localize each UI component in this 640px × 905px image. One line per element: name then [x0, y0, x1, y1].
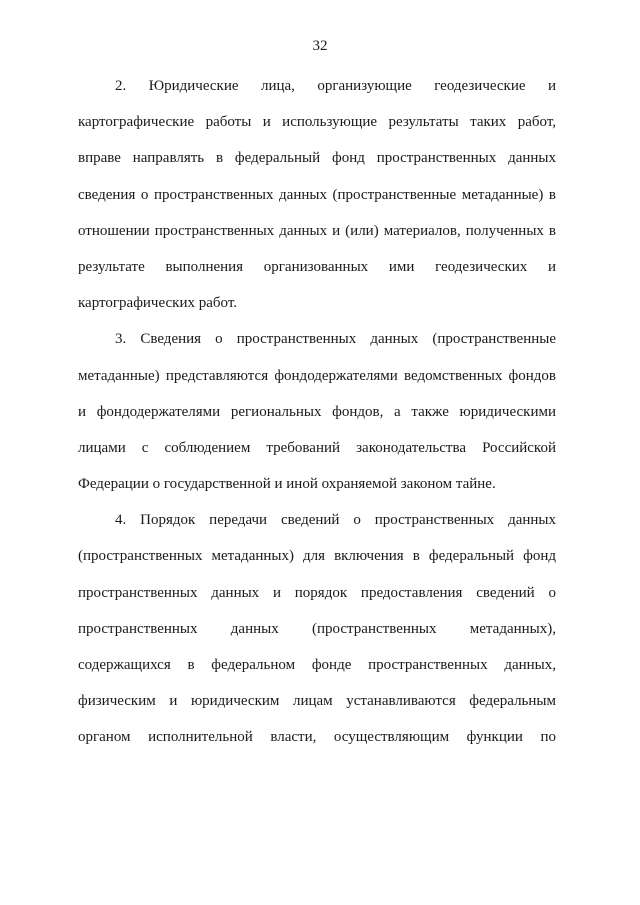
text-line: Федерации о государственной и иной охраняемой законом тайне.	[78, 476, 496, 493]
text-line: пространственных данных (пространственных метаданных),	[78, 620, 556, 637]
text-line: 4. Порядок передачи сведений о пространственных данных	[115, 512, 556, 529]
text-line: пространственных данных и порядок предоставления сведений о	[78, 584, 556, 601]
paragraph-2	[78, 68, 556, 321]
text-line: 2. Юридические лица, организующие геодезические и	[115, 78, 556, 94]
text-line: и фондодержателями региональных фондов, а также юридическими	[78, 403, 556, 420]
text-line: сведения о пространственных данных (пространственные метаданные) в	[78, 186, 556, 203]
text-line: вправе направлять в федеральный фонд пространственных данных	[78, 150, 556, 167]
text-line: (пространственных метаданных) для включения в федеральный фонд	[78, 548, 556, 565]
text-line: результате выполнения организованных ими геодезических и	[78, 258, 556, 275]
text-line: лицами с соблюдением требований законодательства Российской	[78, 439, 556, 456]
document-body	[78, 68, 556, 756]
text-line: физическим и юридическим лицам устанавливаются федеральным	[78, 693, 556, 710]
text-line: метаданные) представляются фондодержателями ведомственных фондов	[78, 367, 556, 384]
text-line: органом исполнительной власти, осуществляющим функции по	[78, 729, 556, 746]
text-line: картографические работы и использующие результаты таких работ,	[78, 114, 556, 131]
paragraph-4	[78, 502, 556, 755]
paragraph-3	[78, 321, 556, 502]
text-line: отношении пространственных данных и (или) материалов, полученных в	[78, 222, 556, 239]
page-number: 32	[312, 38, 328, 54]
text-line: картографических работ.	[78, 295, 238, 312]
text-line: 3. Сведения о пространственных данных (пространственные	[115, 331, 556, 348]
text-line: содержащихся в федеральном фонде пространственных данных,	[78, 657, 556, 673]
